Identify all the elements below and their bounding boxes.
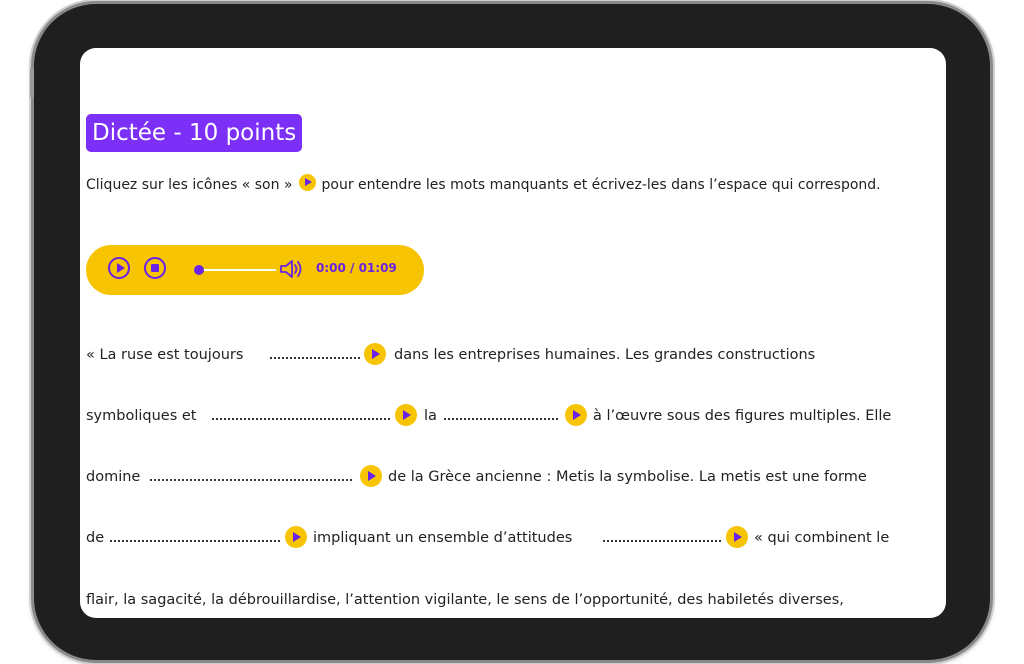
instruction-text [86,170,932,200]
line-text: de [86,530,105,546]
sound-icon[interactable] [726,526,748,548]
exercise-title: Dictée - 10 points [86,114,302,152]
stop-icon[interactable] [144,257,166,279]
sound-icon[interactable] [364,343,386,365]
audio-progress-bar[interactable] [194,269,276,271]
line-text: symboliques et [86,408,197,424]
line-text: à l’œuvre sous des figures multiples. Elle [593,408,892,424]
line-text: domine [86,469,141,485]
line-text: dans les entreprises humaines. Les grandes constructions [394,347,816,363]
audio-player [86,245,424,295]
blank-input[interactable] [150,479,354,481]
blank-input[interactable] [270,357,360,359]
sound-icon[interactable] [285,526,307,548]
line-text: « qui combinent le [754,530,890,546]
sound-icon[interactable] [565,404,587,426]
line-text: de la Grèce ancienne : Metis la symbolise. La metis est une forme [388,469,867,485]
instruction-after: pour entendre les mots manquants et écrivez-les dans l’espace qui correspond. [321,177,881,193]
blank-input[interactable] [110,540,280,542]
audio-time: 0:00 / 01:09 [316,261,397,275]
line-text: flair, la sagacité, la débrouillardise, l’attention vigilante, le sens de l’opportunité, des habiletés diverses, [86,592,844,608]
audio-progress-knob[interactable] [194,265,204,275]
line-text: impliquant un ensemble d’attitudes [313,530,573,546]
play-icon[interactable] [108,257,130,279]
sound-icon[interactable] [395,404,417,426]
blank-input[interactable] [212,418,390,420]
sound-icon[interactable] [360,465,382,487]
blank-input[interactable] [603,540,721,542]
line-text: la [424,408,437,424]
sound-icon-example [299,174,316,191]
instruction-before: Cliquez sur les icônes « son » [86,177,293,193]
side-button [30,68,34,98]
volume-icon[interactable] [279,258,305,280]
tablet-screen [80,48,946,618]
blank-input[interactable] [444,418,560,420]
line-text: « La ruse est toujours [86,347,244,363]
